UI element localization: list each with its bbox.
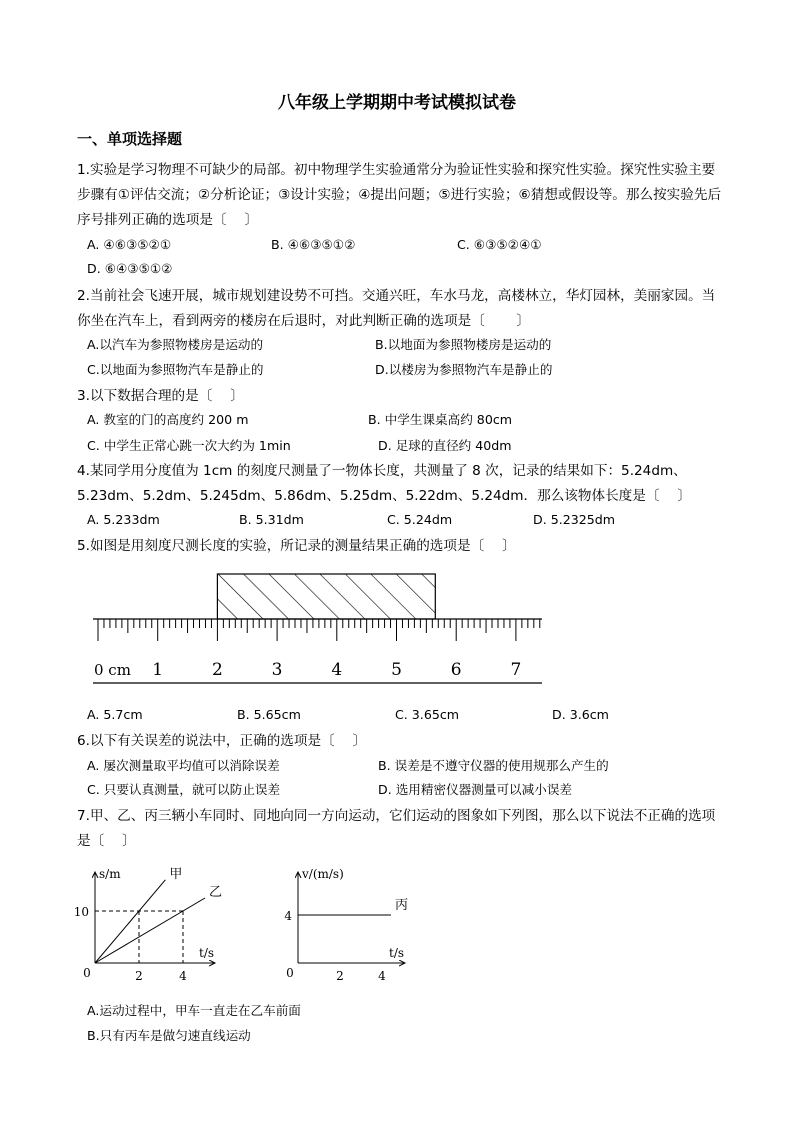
y-tick-label: 10	[73, 905, 89, 919]
origin-label: 0	[286, 966, 294, 980]
ruler-zero-label: 0 cm	[94, 661, 131, 679]
q5-option-b[interactable]: B. 5.65cm	[237, 707, 301, 722]
q1-option-a[interactable]: A. ④⑥③⑤②①	[87, 237, 172, 252]
origin-label: 0	[83, 966, 91, 980]
ruler-number-label: 2	[211, 660, 223, 680]
series-line-yi	[95, 898, 205, 963]
q4-option-a[interactable]: A. 5.233dm	[87, 512, 160, 527]
measured-object	[217, 574, 435, 619]
graph-velocity-time	[284, 867, 408, 983]
question-2: 2.当前社会飞速开展，城市规划建设势不可挡。交通兴旺，车水马龙，高楼林立，华灯园林，美丽家园。当你坐在汽车上，看到两旁的楼房在后退时，对此判断正确的选项是〔 〕	[77, 288, 716, 329]
motion-graphs	[0, 860, 794, 990]
ruler-number-label: 5	[391, 660, 402, 680]
x-axis-label: t/s	[199, 946, 215, 960]
q3-option-c[interactable]: C. 中学生正常心跳一次大约为 1min	[87, 438, 291, 453]
q1-option-b[interactable]: B. ④⑥③⑤①②	[271, 237, 356, 252]
question-7: 7.甲、乙、丙三辆小车同时、同地向同一方向运动，它们运动的图象如下列图，那么以下说法不正确的选项是〔 〕	[77, 808, 716, 849]
section-heading: 一、单项选择题	[77, 130, 183, 148]
question-6: 6.以下有关误差的说法中，正确的选项是〔 〕	[77, 733, 367, 749]
page-title: 八年级上学期期中考试模拟试卷	[278, 93, 516, 113]
ruler-ticks	[98, 619, 540, 641]
q1-option-c[interactable]: C. ⑥③⑤②④①	[457, 237, 542, 252]
q7-option-b[interactable]: B.只有丙车是做匀速直线运动	[87, 1028, 251, 1043]
ruler-labels	[152, 660, 521, 680]
x-tick-label: 4	[179, 969, 187, 983]
q5-option-a[interactable]: A. 5.7cm	[87, 707, 143, 722]
q4-option-d[interactable]: D. 5.2325dm	[533, 512, 616, 527]
q6-option-c[interactable]: C. 只要认真测量，就可以防止误差	[87, 782, 281, 797]
q6-option-d[interactable]: D. 选用精密仪器测量可以减小误差	[378, 782, 573, 797]
question-5: 5.如图是用刻度尺测长度的实验，所记录的测量结果正确的选项是〔 〕	[77, 538, 516, 554]
series-line-jia	[95, 880, 165, 963]
q5-option-d[interactable]: D. 3.6cm	[552, 707, 609, 722]
q6-option-b[interactable]: B. 误差是不遵守仪器的使用规那么产生的	[378, 758, 609, 773]
ruler-number-label: 7	[510, 660, 522, 680]
q2-option-a[interactable]: A.以汽车为参照物楼房是运动的	[87, 337, 264, 352]
x-tick-label: 4	[378, 969, 386, 983]
graph-distance-time	[74, 867, 222, 983]
q6-option-a[interactable]: A. 屡次测量取平均值可以消除误差	[87, 758, 280, 773]
q2-option-c[interactable]: C.以地面为参照物汽车是静止的	[87, 362, 264, 377]
x-tick-label: 2	[336, 969, 344, 983]
q3-option-a[interactable]: A. 教室的门的高度约 200 m	[87, 412, 249, 427]
x-axis-label: t/s	[389, 946, 405, 960]
question-3: 3.以下数据合理的是〔 〕	[77, 388, 244, 404]
x-tick-label: 2	[135, 969, 143, 983]
ruler-number-label: 4	[331, 660, 343, 680]
series-label: 乙	[209, 885, 223, 900]
series-label: 甲	[169, 866, 183, 882]
series-label: 丙	[395, 898, 409, 913]
q2-option-d[interactable]: D.以楼房为参照物汽车是静止的	[375, 362, 553, 377]
ruler-number-label: 6	[450, 660, 462, 680]
q2-option-b[interactable]: B.以地面为参照物楼房是运动的	[375, 337, 552, 352]
q4-option-c[interactable]: C. 5.24dm	[387, 512, 453, 527]
q3-option-b[interactable]: B. 中学生课桌高约 80cm	[368, 412, 513, 427]
q7-option-a[interactable]: A.运动过程中，甲车一直走在乙车前面	[87, 1003, 301, 1018]
y-axis-label: s/m	[99, 867, 121, 881]
q3-option-d[interactable]: D. 足球的直径约 40dm	[378, 438, 512, 453]
y-tick-label: 4	[284, 909, 292, 923]
question-4: 4.某同学用分度值为 1cm 的刻度尺测量了一物体长度，共测量了 8 次，记录的结果如下：5.24dm、5.23dm、5.2dm、5.245dm、5.86dm、5.25dm、5.22dm、5.24dm．那么该物体长度是〔 〕	[77, 463, 691, 504]
ruler-number-label: 1	[152, 660, 164, 680]
q5-option-c[interactable]: C. 3.65cm	[395, 707, 460, 722]
ruler-number-label: 3	[271, 660, 283, 680]
question-1: 1.实验是学习物理不可缺少的局部。初中物理学生实验通常分为验证性实验和探究性实验。探究性实验主要步骤有①评估交流；②分析论证；③设计实验；④提出问题；⑤进行实验；⑥猜想或假设等。那么按实验先后序号排列正确的选项是〔 〕	[77, 162, 722, 228]
q1-option-d[interactable]: D. ⑥④③⑤①②	[87, 261, 173, 276]
ruler-figure	[0, 560, 794, 690]
y-axis-label: v/(m/s)	[302, 867, 344, 881]
q4-option-b[interactable]: B. 5.31dm	[239, 512, 304, 527]
